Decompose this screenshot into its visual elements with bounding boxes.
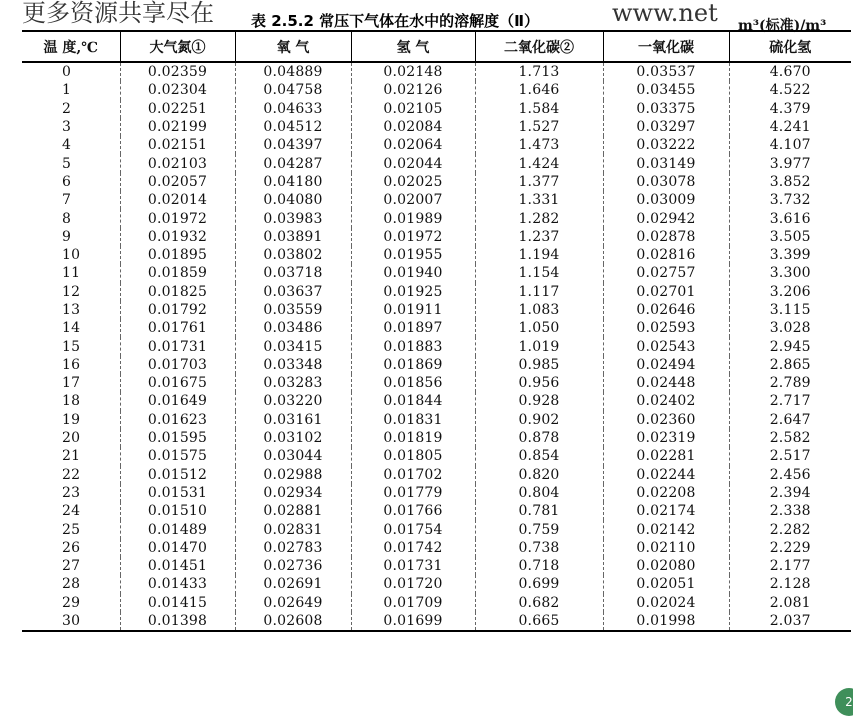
table-row [22,539,851,557]
cell-oxygen: 0.04397 [235,136,351,154]
cell-carbon-dioxide: 1.237 [475,228,603,246]
header-oxygen: 氧 气 [235,31,351,62]
cell-carbon-monoxide: 0.02319 [603,429,729,447]
solubility-table [22,30,851,632]
cell-temperature: 3 [62,119,72,136]
table-row [22,81,851,99]
header-temperature: 温 度,℃ [22,31,120,62]
cell-temperature: 18 [62,393,81,410]
header-row [22,31,851,62]
table-row [22,319,851,337]
cell-nitrogen: 0.02103 [120,154,235,172]
cell-hydrogen-sulfide: 2.338 [729,502,851,520]
cell-carbon-monoxide: 0.02593 [603,319,729,337]
cell-carbon-monoxide: 0.03078 [603,173,729,191]
cell-nitrogen: 0.01595 [120,429,235,447]
cell-hydrogen: 0.01766 [351,502,475,520]
cell-oxygen: 0.02649 [235,594,351,612]
cell-hydrogen-sulfide: 4.670 [729,62,851,81]
cell-oxygen: 0.02934 [235,484,351,502]
header-hydrogen-sulfide: 硫化氢 [729,31,851,62]
cell-hydrogen: 0.02105 [351,100,475,118]
cell-hydrogen-sulfide: 2.229 [729,539,851,557]
cell-nitrogen: 0.01623 [120,411,235,429]
cell-oxygen: 0.04512 [235,118,351,136]
cell-hydrogen-sulfide: 2.865 [729,356,851,374]
cell-carbon-dioxide: 0.665 [475,612,603,631]
cell-carbon-dioxide: 1.117 [475,283,603,301]
cell-temperature: 27 [62,558,81,575]
cell-carbon-monoxide: 0.02402 [603,392,729,410]
cell-carbon-monoxide: 0.03375 [603,100,729,118]
cell-hydrogen: 0.02007 [351,191,475,209]
cell-carbon-dioxide: 1.282 [475,209,603,227]
table-row [22,356,851,374]
cell-temperature: 26 [62,539,81,556]
cell-oxygen: 0.03102 [235,429,351,447]
cell-hydrogen: 0.01989 [351,209,475,227]
cell-oxygen: 0.02988 [235,466,351,484]
cell-hydrogen-sulfide: 3.977 [729,154,851,172]
cell-carbon-dioxide: 0.718 [475,557,603,575]
cell-temperature: 22 [62,466,81,483]
cell-carbon-monoxide: 0.02448 [603,374,729,392]
cell-temperature: 23 [62,484,81,501]
cell-oxygen: 0.03348 [235,356,351,374]
cell-hydrogen: 0.01702 [351,466,475,484]
cell-hydrogen: 0.01883 [351,337,475,355]
table-row [22,118,851,136]
cell-carbon-monoxide: 0.02174 [603,502,729,520]
cell-oxygen: 0.02691 [235,575,351,593]
cell-hydrogen: 0.02025 [351,173,475,191]
cell-carbon-monoxide: 0.02244 [603,466,729,484]
cell-nitrogen: 0.01792 [120,301,235,319]
table-row [22,264,851,282]
table-row [22,173,851,191]
cell-carbon-dioxide: 0.781 [475,502,603,520]
table-row [22,612,851,631]
cell-oxygen: 0.04889 [235,62,351,81]
cell-nitrogen: 0.01675 [120,374,235,392]
cell-temperature: 4 [62,137,72,154]
table-row [22,337,851,355]
cell-hydrogen-sulfide: 2.177 [729,557,851,575]
table-body [22,62,851,631]
cell-oxygen: 0.03044 [235,447,351,465]
cell-nitrogen: 0.02151 [120,136,235,154]
table-row [22,228,851,246]
cell-temperature: 1 [62,82,72,99]
cell-nitrogen: 0.02057 [120,173,235,191]
table-row [22,594,851,612]
cell-temperature: 11 [62,265,81,282]
cell-nitrogen: 0.01531 [120,484,235,502]
cell-carbon-dioxide: 1.377 [475,173,603,191]
cell-oxygen: 0.03637 [235,283,351,301]
cell-carbon-dioxide: 0.820 [475,466,603,484]
page-badge: 2 [835,688,853,716]
cell-carbon-monoxide: 0.02051 [603,575,729,593]
cell-carbon-monoxide: 0.02142 [603,520,729,538]
cell-carbon-monoxide: 0.02110 [603,539,729,557]
cell-carbon-dioxide: 0.738 [475,539,603,557]
cell-carbon-dioxide: 1.083 [475,301,603,319]
cell-carbon-monoxide: 0.02701 [603,283,729,301]
table-row [22,301,851,319]
cell-carbon-dioxide: 1.646 [475,81,603,99]
cell-carbon-monoxide: 0.03537 [603,62,729,81]
cell-carbon-monoxide: 0.02281 [603,447,729,465]
table-row [22,209,851,227]
cell-hydrogen: 0.02064 [351,136,475,154]
cell-carbon-dioxide: 0.759 [475,520,603,538]
cell-carbon-dioxide: 1.584 [475,100,603,118]
cell-hydrogen-sulfide: 4.241 [729,118,851,136]
cell-temperature: 12 [62,283,81,300]
cell-temperature: 7 [62,192,72,209]
cell-nitrogen: 0.01510 [120,502,235,520]
cell-oxygen: 0.04287 [235,154,351,172]
cell-carbon-dioxide: 0.902 [475,411,603,429]
cell-hydrogen: 0.01699 [351,612,475,631]
cell-hydrogen: 0.01897 [351,319,475,337]
cell-hydrogen: 0.01779 [351,484,475,502]
cell-temperature: 0 [62,64,72,81]
cell-hydrogen: 0.01731 [351,557,475,575]
cell-oxygen: 0.03161 [235,411,351,429]
cell-carbon-dioxide: 1.194 [475,246,603,264]
cell-hydrogen-sulfide: 2.945 [729,337,851,355]
cell-nitrogen: 0.01398 [120,612,235,631]
cell-oxygen: 0.02831 [235,520,351,538]
cell-carbon-dioxide: 1.050 [475,319,603,337]
cell-hydrogen-sulfide: 2.717 [729,392,851,410]
cell-nitrogen: 0.02199 [120,118,235,136]
cell-carbon-monoxide: 0.02646 [603,301,729,319]
cell-hydrogen: 0.01805 [351,447,475,465]
cell-hydrogen-sulfide: 3.616 [729,209,851,227]
cell-carbon-monoxide: 0.02024 [603,594,729,612]
table-row [22,447,851,465]
table-title: 表 2.5.2 常压下气体在水中的溶解度（Ⅱ） [248,10,542,31]
cell-oxygen: 0.02881 [235,502,351,520]
cell-carbon-monoxide: 0.02494 [603,356,729,374]
cell-carbon-dioxide: 0.956 [475,374,603,392]
cell-hydrogen: 0.02126 [351,81,475,99]
cell-hydrogen-sulfide: 3.115 [729,301,851,319]
cell-oxygen: 0.02608 [235,612,351,631]
table-row [22,283,851,301]
cell-nitrogen: 0.02359 [120,62,235,81]
cell-hydrogen-sulfide: 3.206 [729,283,851,301]
cell-oxygen: 0.03983 [235,209,351,227]
cell-carbon-dioxide: 1.527 [475,118,603,136]
cell-nitrogen: 0.01895 [120,246,235,264]
cell-carbon-monoxide: 0.02543 [603,337,729,355]
table-row [22,374,851,392]
cell-hydrogen-sulfide: 3.852 [729,173,851,191]
cell-hydrogen-sulfide: 3.732 [729,191,851,209]
cell-hydrogen-sulfide: 2.456 [729,466,851,484]
table-row [22,520,851,538]
cell-temperature: 5 [62,155,72,172]
cell-carbon-dioxide: 1.154 [475,264,603,282]
cell-hydrogen-sulfide: 2.517 [729,447,851,465]
cell-nitrogen: 0.01489 [120,520,235,538]
cell-temperature: 29 [62,594,81,611]
cell-carbon-monoxide: 0.02878 [603,228,729,246]
cell-carbon-monoxide: 0.03455 [603,81,729,99]
cell-temperature: 30 [22,612,120,631]
cell-hydrogen-sulfide: 2.394 [729,484,851,502]
cell-hydrogen: 0.02084 [351,118,475,136]
cell-nitrogen: 0.01703 [120,356,235,374]
cell-carbon-monoxide: 0.03297 [603,118,729,136]
cell-hydrogen-sulfide: 3.300 [729,264,851,282]
cell-hydrogen: 0.01831 [351,411,475,429]
cell-oxygen: 0.02783 [235,539,351,557]
table-row [22,136,851,154]
cell-oxygen: 0.03220 [235,392,351,410]
cell-hydrogen: 0.01925 [351,283,475,301]
cell-oxygen: 0.04080 [235,191,351,209]
cell-carbon-dioxide: 0.854 [475,447,603,465]
cell-carbon-monoxide: 0.02942 [603,209,729,227]
cell-nitrogen: 0.02251 [120,100,235,118]
cell-oxygen: 0.04633 [235,100,351,118]
cell-carbon-dioxide: 1.424 [475,154,603,172]
cell-carbon-dioxide: 0.699 [475,575,603,593]
table-row [22,466,851,484]
cell-temperature: 17 [62,375,81,392]
cell-temperature: 8 [62,210,72,227]
cell-hydrogen: 0.01972 [351,228,475,246]
table-row [22,502,851,520]
cell-temperature: 9 [62,228,72,245]
cell-nitrogen: 0.02014 [120,191,235,209]
cell-hydrogen-sulfide: 2.128 [729,575,851,593]
cell-hydrogen: 0.01819 [351,429,475,447]
cell-hydrogen: 0.01720 [351,575,475,593]
cell-hydrogen-sulfide: 3.505 [729,228,851,246]
table-unit: m³(标准)/m³ [738,18,827,34]
cell-nitrogen: 0.01433 [120,575,235,593]
cell-hydrogen-sulfide: 3.399 [729,246,851,264]
cell-nitrogen: 0.02304 [120,81,235,99]
cell-carbon-dioxide: 0.878 [475,429,603,447]
cell-hydrogen: 0.01856 [351,374,475,392]
cell-oxygen: 0.03559 [235,301,351,319]
cell-hydrogen-sulfide: 2.647 [729,411,851,429]
cell-hydrogen: 0.01754 [351,520,475,538]
cell-temperature: 20 [62,430,81,447]
cell-nitrogen: 0.01575 [120,447,235,465]
cell-carbon-monoxide: 0.02757 [603,264,729,282]
cell-hydrogen-sulfide: 2.789 [729,374,851,392]
table-row [22,557,851,575]
cell-carbon-monoxide: 0.03222 [603,136,729,154]
cell-oxygen: 0.03891 [235,228,351,246]
cell-temperature: 15 [62,338,81,355]
cell-carbon-dioxide: 1.019 [475,337,603,355]
cell-temperature: 14 [62,320,81,337]
cell-carbon-monoxide: 0.02208 [603,484,729,502]
cell-oxygen: 0.03486 [235,319,351,337]
cell-nitrogen: 0.01415 [120,594,235,612]
cell-hydrogen: 0.01709 [351,594,475,612]
header-carbon-dioxide: 二氧化碳② [475,31,603,62]
cell-temperature: 19 [62,411,81,428]
cell-temperature: 21 [62,448,81,465]
cell-oxygen: 0.03283 [235,374,351,392]
cell-hydrogen: 0.01955 [351,246,475,264]
cell-hydrogen: 0.01869 [351,356,475,374]
cell-hydrogen: 0.01940 [351,264,475,282]
table-row [22,429,851,447]
cell-carbon-dioxide: 1.473 [475,136,603,154]
cell-oxygen: 0.03718 [235,264,351,282]
watermark-right: www.net [612,0,718,27]
table-row [22,392,851,410]
cell-nitrogen: 0.01731 [120,337,235,355]
cell-nitrogen: 0.01972 [120,209,235,227]
cell-carbon-dioxide: 0.928 [475,392,603,410]
cell-nitrogen: 0.01825 [120,283,235,301]
cell-oxygen: 0.03802 [235,246,351,264]
cell-hydrogen-sulfide: 2.037 [729,612,851,631]
cell-temperature: 10 [62,247,81,264]
table-row [22,484,851,502]
cell-hydrogen: 0.01911 [351,301,475,319]
table-row [22,191,851,209]
cell-oxygen: 0.03415 [235,337,351,355]
cell-oxygen: 0.04180 [235,173,351,191]
cell-carbon-monoxide: 0.03149 [603,154,729,172]
table-row [22,246,851,264]
cell-hydrogen-sulfide: 4.522 [729,81,851,99]
cell-hydrogen-sulfide: 4.379 [729,100,851,118]
cell-temperature: 28 [62,576,81,593]
cell-temperature: 13 [62,302,81,318]
cell-nitrogen: 0.01470 [120,539,235,557]
cell-hydrogen-sulfide: 2.582 [729,429,851,447]
cell-nitrogen: 0.01761 [120,319,235,337]
cell-temperature: 2 [62,100,72,117]
cell-temperature: 24 [62,503,81,520]
cell-carbon-monoxide: 0.02360 [603,411,729,429]
cell-carbon-monoxide: 0.01998 [603,612,729,631]
table-row [22,100,851,118]
cell-oxygen: 0.04758 [235,81,351,99]
cell-carbon-monoxide: 0.02816 [603,246,729,264]
table-row [22,62,851,81]
cell-nitrogen: 0.01451 [120,557,235,575]
cell-hydrogen: 0.01742 [351,539,475,557]
cell-carbon-monoxide: 0.02080 [603,557,729,575]
header-hydrogen: 氢 气 [351,31,475,62]
table-row [22,575,851,593]
watermark-left: 更多资源共享尽在 [22,0,214,27]
cell-nitrogen: 0.01512 [120,466,235,484]
header-carbon-monoxide: 一氧化碳 [603,31,729,62]
cell-hydrogen-sulfide: 3.028 [729,319,851,337]
header-nitrogen: 大气氮① [120,31,235,62]
cell-carbon-dioxide: 0.804 [475,484,603,502]
cell-carbon-monoxide: 0.03009 [603,191,729,209]
cell-nitrogen: 0.01649 [120,392,235,410]
cell-oxygen: 0.02736 [235,557,351,575]
table-row [22,411,851,429]
cell-hydrogen-sulfide: 2.282 [729,520,851,538]
cell-carbon-dioxide: 0.682 [475,594,603,612]
cell-nitrogen: 0.01932 [120,228,235,246]
cell-temperature: 16 [62,356,81,373]
cell-carbon-dioxide: 0.985 [475,356,603,374]
cell-temperature: 6 [62,173,72,190]
cell-carbon-dioxide: 1.331 [475,191,603,209]
cell-temperature: 25 [62,521,81,538]
cell-hydrogen-sulfide: 4.107 [729,136,851,154]
table-row [22,154,851,172]
cell-hydrogen: 0.01844 [351,392,475,410]
cell-carbon-dioxide: 1.713 [475,62,603,81]
cell-hydrogen: 0.02044 [351,154,475,172]
cell-hydrogen: 0.02148 [351,62,475,81]
cell-hydrogen-sulfide: 2.081 [729,594,851,612]
cell-nitrogen: 0.01859 [120,264,235,282]
